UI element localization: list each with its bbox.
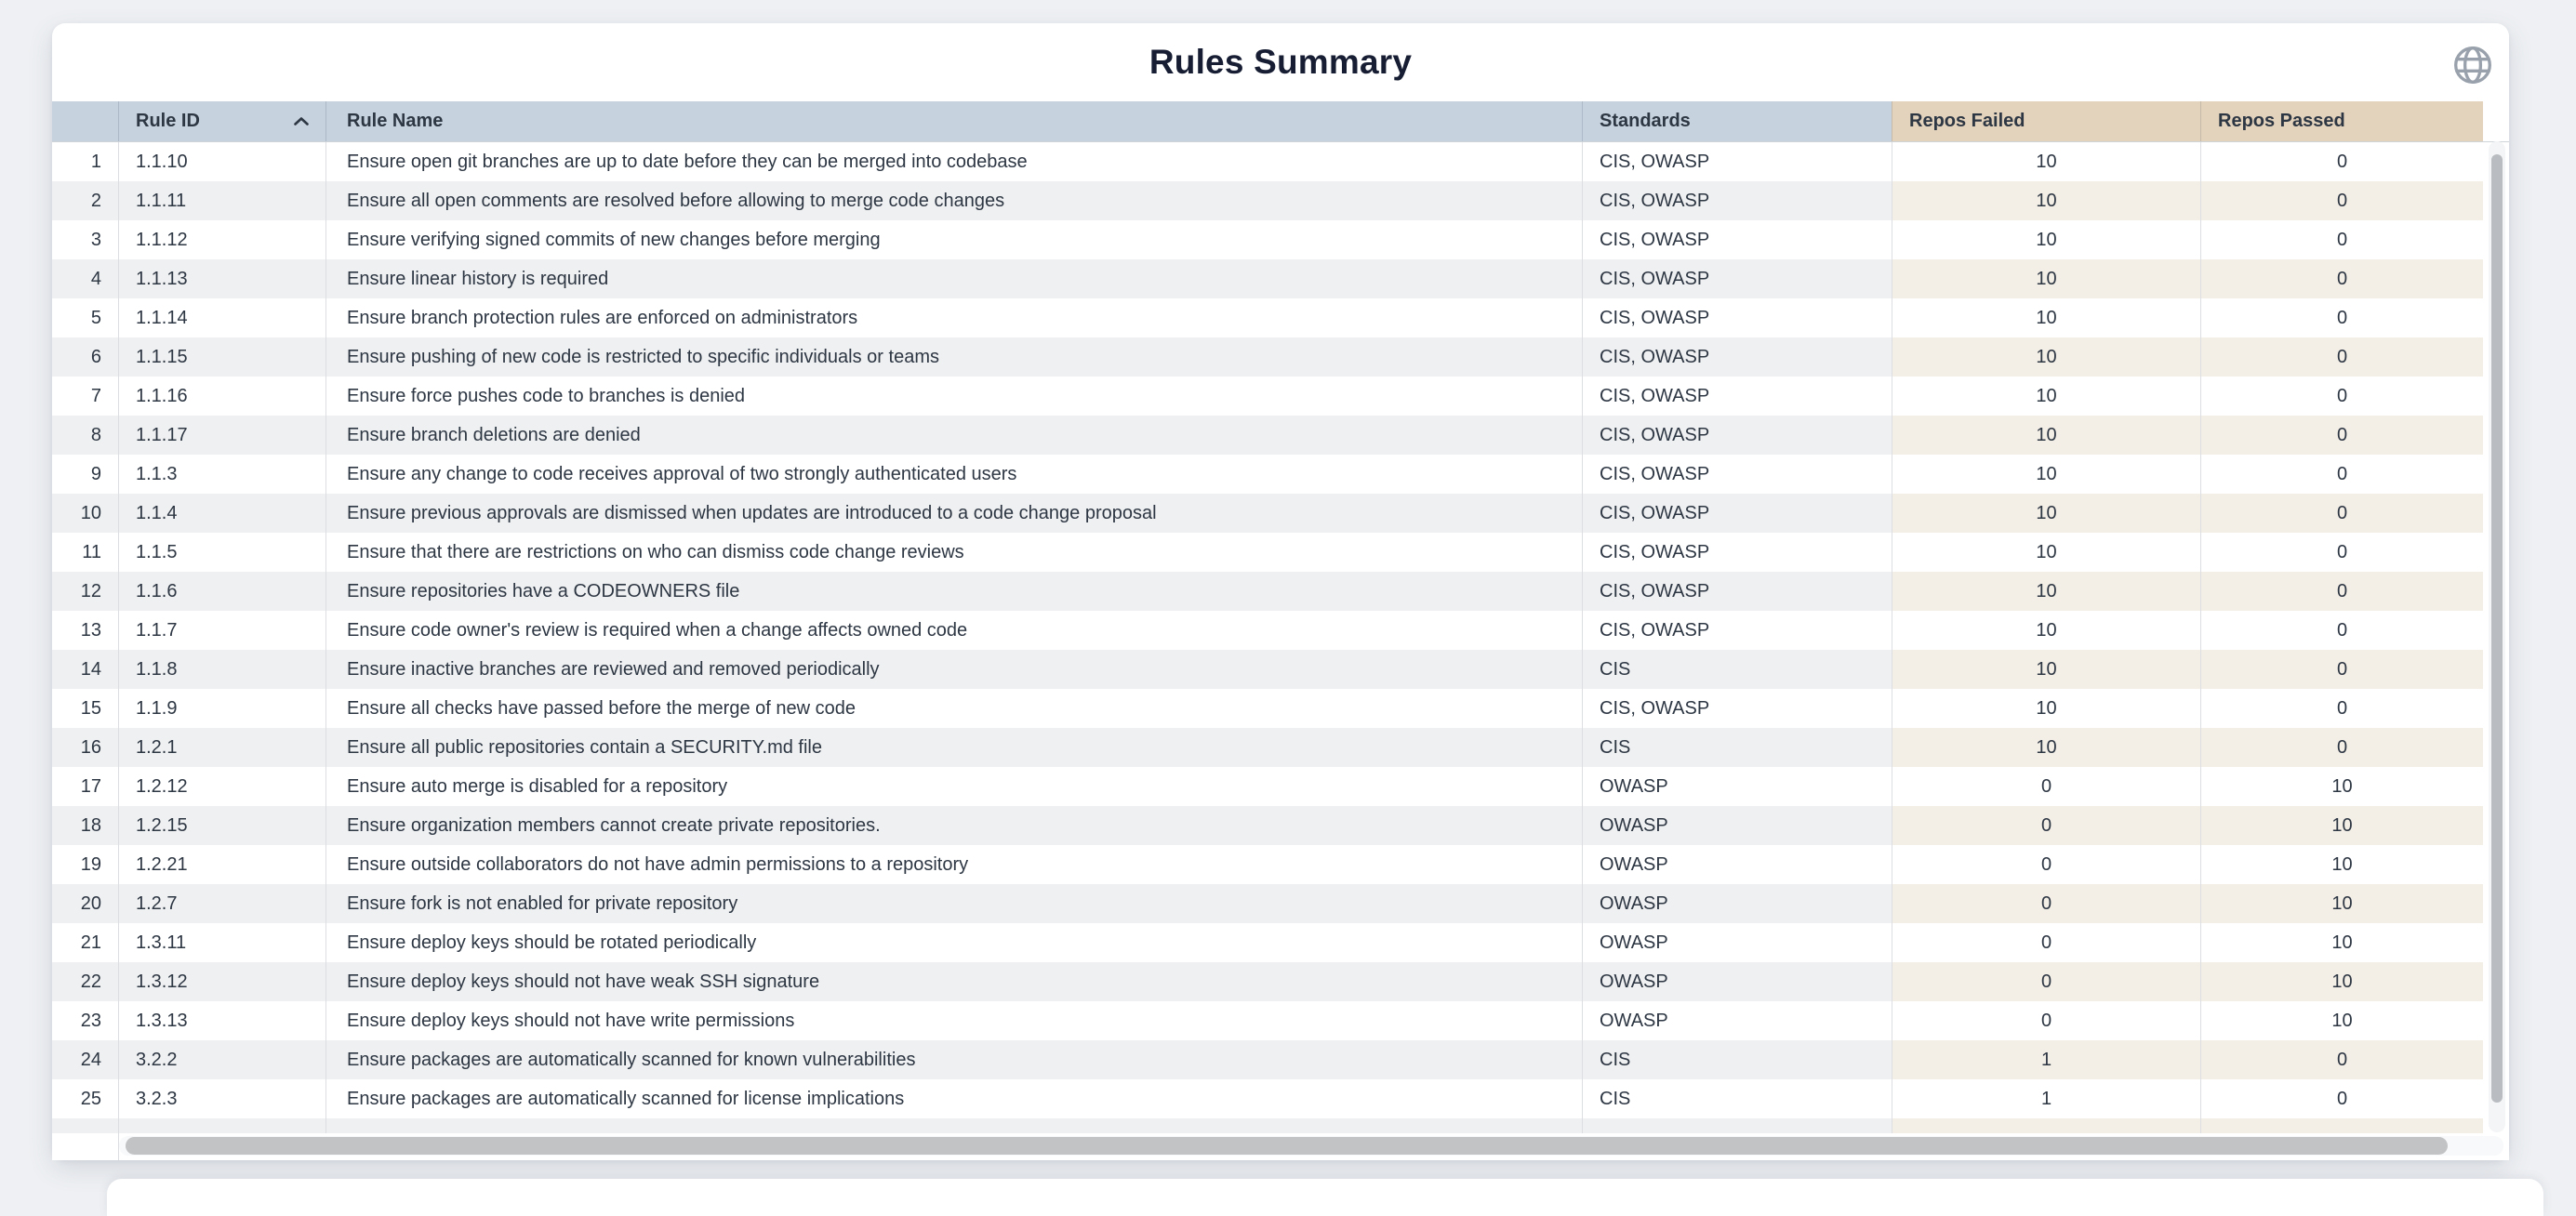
page-title: Rules Summary: [1149, 43, 1413, 81]
cell-rule-id: 1.1.7: [118, 611, 325, 650]
horizontal-scrollbar[interactable]: [119, 1136, 2503, 1156]
table-row: [52, 1040, 2509, 1079]
cell-rule-id: 1.1.14: [118, 298, 325, 337]
cell-repos-failed: 0: [1892, 923, 2200, 962]
table-row: [52, 259, 2509, 298]
cell-repos-failed: 0: [1892, 767, 2200, 806]
cell-repos-passed: 0: [2200, 1040, 2483, 1079]
cell-repos-failed: 0: [1892, 1001, 2200, 1040]
cell-row-number: 15: [52, 689, 118, 728]
cell-rule-name: Ensure organization members cannot create private repositories.: [325, 806, 1582, 845]
table-row: [52, 572, 2509, 611]
cell-standards: CIS, OWASP: [1582, 533, 1892, 572]
cell-repos-passed: 0: [2200, 494, 2483, 533]
cell-repos-passed: 0: [2200, 455, 2483, 494]
cell-row-number: 8: [52, 416, 118, 455]
cell-repos-failed: 10: [1892, 650, 2200, 689]
table-row: [52, 298, 2509, 337]
cell-rule-name: Ensure outside collaborators do not have admin permissions to a repository: [325, 845, 1582, 884]
cell-repos-failed: 10: [1892, 611, 2200, 650]
cell-row-number: 7: [52, 377, 118, 416]
cell-repos-passed: 10: [2200, 1001, 2483, 1040]
cell-rule-id: 3.2.2: [118, 1040, 325, 1079]
cell-rule-name: Ensure all open comments are resolved before allowing to merge code changes: [325, 181, 1582, 220]
cell-rule-name: Ensure packages are automatically scanned for known vulnerabilities: [325, 1040, 1582, 1079]
cell-rule-name: Ensure all public repositories contain a SECURITY.md file: [325, 728, 1582, 767]
cell-repos-passed: 10: [2200, 923, 2483, 962]
table-row: [52, 689, 2509, 728]
globe-icon[interactable]: [2451, 44, 2494, 86]
cell-rule-name: Ensure deploy keys should be rotated periodically: [325, 923, 1582, 962]
cell-rule-name: Ensure previous approvals are dismissed when updates are introduced to a code change proposal: [325, 494, 1582, 533]
cell-rule-name: Ensure force pushes code to branches is denied: [325, 377, 1582, 416]
cell-rule-id: 1.1.4: [118, 494, 325, 533]
cell-repos-failed: 10: [1892, 416, 2200, 455]
horizontal-scrollbar-thumb[interactable]: [126, 1137, 2448, 1155]
cell-row-number: 25: [52, 1079, 118, 1118]
cell-rule-id: 1.1.5: [118, 533, 325, 572]
cell-rule-name: Ensure code owner's review is required when a change affects owned code: [325, 611, 1582, 650]
cell-row-number: 17: [52, 767, 118, 806]
cell-standards: CIS, OWASP: [1582, 142, 1892, 181]
cell-row-number: 20: [52, 884, 118, 923]
vertical-scrollbar-thumb[interactable]: [2491, 154, 2503, 1103]
cell-rule-name: Ensure pushing of new code is restricted to specific individuals or teams: [325, 337, 1582, 377]
cell-rule-name: Ensure repositories have a CODEOWNERS file: [325, 572, 1582, 611]
cell-repos-passed: 0: [2200, 533, 2483, 572]
cell-rule-name: Ensure inactive branches are reviewed and removed periodically: [325, 650, 1582, 689]
column-header-repos-passed[interactable]: Repos Passed: [2200, 101, 2483, 141]
cell-repos-failed: 10: [1892, 728, 2200, 767]
cell-rule-id: 1.2.21: [118, 845, 325, 884]
cell-repos-passed: 10: [2200, 962, 2483, 1001]
cell-repos-passed: 10: [2200, 767, 2483, 806]
cell-repos-passed: 10: [2200, 806, 2483, 845]
cell-repos-failed: 10: [1892, 337, 2200, 377]
cell-repos-passed: 0: [2200, 728, 2483, 767]
cell-repos-failed: 0: [1892, 806, 2200, 845]
table-row: [52, 1079, 2509, 1118]
cell-standards: CIS: [1582, 1079, 1892, 1118]
cell-standards: CIS: [1582, 650, 1892, 689]
cell-standards: CIS, OWASP: [1582, 572, 1892, 611]
cell-repos-passed: 0: [2200, 689, 2483, 728]
cell-repos-passed: 0: [2200, 611, 2483, 650]
cell-row-number: 19: [52, 845, 118, 884]
cell-standards: CIS, OWASP: [1582, 455, 1892, 494]
cell-repos-failed: 10: [1892, 455, 2200, 494]
cell-rule-id: 1.1.11: [118, 181, 325, 220]
cell-repos-passed: 0: [2200, 259, 2483, 298]
cell-standards: CIS, OWASP: [1582, 689, 1892, 728]
rules-table: [52, 101, 2509, 1160]
cell-standards: CIS, OWASP: [1582, 298, 1892, 337]
cell-rule-id: 1.2.1: [118, 728, 325, 767]
cell-row-number: 22: [52, 962, 118, 1001]
cell-standards: CIS, OWASP: [1582, 494, 1892, 533]
cell-repos-passed: 0: [2200, 298, 2483, 337]
cell-rule-id: 1.2.12: [118, 767, 325, 806]
table-row: [52, 845, 2509, 884]
table-body: [52, 142, 2509, 1118]
cell-rule-id: 1.1.15: [118, 337, 325, 377]
cell-repos-failed: 10: [1892, 298, 2200, 337]
cell-rule-id: 1.3.12: [118, 962, 325, 1001]
table-row: [52, 728, 2509, 767]
cell-repos-failed: 1: [1892, 1079, 2200, 1118]
cell-rule-id: 1.1.10: [118, 142, 325, 181]
table-row: [52, 377, 2509, 416]
table-row: [52, 142, 2509, 181]
cell-standards: OWASP: [1582, 1001, 1892, 1040]
cell-row-number: 2: [52, 181, 118, 220]
cell-repos-failed: 0: [1892, 884, 2200, 923]
table-row: [52, 767, 2509, 806]
cell-repos-passed: 0: [2200, 416, 2483, 455]
cell-repos-passed: 0: [2200, 572, 2483, 611]
cell-rule-name: Ensure auto merge is disabled for a repository: [325, 767, 1582, 806]
cell-rule-id: 1.1.3: [118, 455, 325, 494]
cell-repos-failed: 10: [1892, 377, 2200, 416]
table-row: [52, 884, 2509, 923]
cell-repos-failed: 1: [1892, 1040, 2200, 1079]
cell-rule-name: Ensure any change to code receives approval of two strongly authenticated users: [325, 455, 1582, 494]
cell-standards: CIS, OWASP: [1582, 611, 1892, 650]
cell-rule-id: 3.2.3: [118, 1079, 325, 1118]
table-row: [52, 962, 2509, 1001]
table-header-row: [52, 101, 2509, 142]
table-row-clipped: [52, 1118, 2509, 1133]
cell-repos-passed: 0: [2200, 220, 2483, 259]
cell-row-number: 1: [52, 142, 118, 181]
table-row: [52, 1001, 2509, 1040]
column-header-row-number: [52, 101, 118, 141]
table-row: [52, 611, 2509, 650]
cell-standards: OWASP: [1582, 884, 1892, 923]
table-row: [52, 806, 2509, 845]
cell-row-number: 9: [52, 455, 118, 494]
table-row: [52, 416, 2509, 455]
cell-repos-passed: 10: [2200, 845, 2483, 884]
cell-rule-id: 1.1.17: [118, 416, 325, 455]
cell-repos-passed: 0: [2200, 377, 2483, 416]
cell-row-number: 11: [52, 533, 118, 572]
column-header-rule-id-label: Rule ID: [136, 111, 200, 131]
cell-rule-name: Ensure branch protection rules are enforced on administrators: [325, 298, 1582, 337]
cell-row-number: 21: [52, 923, 118, 962]
cell-rule-id: 1.1.16: [118, 377, 325, 416]
cell-standards: CIS, OWASP: [1582, 220, 1892, 259]
cell-rule-name: Ensure that there are restrictions on who can dismiss code change reviews: [325, 533, 1582, 572]
cell-rule-id: 1.1.12: [118, 220, 325, 259]
cell-rule-name: Ensure deploy keys should not have weak SSH signature: [325, 962, 1582, 1001]
cell-row-number: 6: [52, 337, 118, 377]
cell-rule-name: Ensure deploy keys should not have write permissions: [325, 1001, 1582, 1040]
card-title-bar: [52, 23, 2509, 101]
cell-repos-passed: 10: [2200, 884, 2483, 923]
column-header-standards[interactable]: Standards: [1582, 101, 1892, 141]
sort-ascending-icon: [292, 111, 311, 132]
cell-standards: CIS, OWASP: [1582, 181, 1892, 220]
cell-standards: OWASP: [1582, 845, 1892, 884]
cell-standards: OWASP: [1582, 962, 1892, 1001]
cell-repos-failed: 10: [1892, 142, 2200, 181]
cell-repos-failed: 10: [1892, 572, 2200, 611]
cell-repos-failed: 0: [1892, 845, 2200, 884]
cell-rule-id: 1.1.13: [118, 259, 325, 298]
rules-summary-card: [52, 23, 2509, 1159]
cell-rule-name: Ensure linear history is required: [325, 259, 1582, 298]
cell-rule-name: Ensure branch deletions are denied: [325, 416, 1582, 455]
table-row: [52, 455, 2509, 494]
cell-rule-name: Ensure all checks have passed before the merge of new code: [325, 689, 1582, 728]
cell-rule-id: 1.1.8: [118, 650, 325, 689]
cell-row-number: 13: [52, 611, 118, 650]
cell-standards: CIS, OWASP: [1582, 416, 1892, 455]
cell-rule-id: 1.3.11: [118, 923, 325, 962]
cell-standards: OWASP: [1582, 923, 1892, 962]
table-row: [52, 220, 2509, 259]
table-row: [52, 650, 2509, 689]
cell-repos-failed: 10: [1892, 220, 2200, 259]
cell-standards: CIS: [1582, 728, 1892, 767]
cell-repos-failed: 10: [1892, 533, 2200, 572]
table-row: [52, 337, 2509, 377]
cell-standards: CIS, OWASP: [1582, 377, 1892, 416]
cell-repos-passed: 0: [2200, 181, 2483, 220]
vertical-scrollbar[interactable]: [2489, 141, 2505, 1132]
cell-repos-failed: 10: [1892, 689, 2200, 728]
cell-row-number: 23: [52, 1001, 118, 1040]
cell-repos-failed: 10: [1892, 259, 2200, 298]
cell-row-number: 14: [52, 650, 118, 689]
cell-rule-name: Ensure open git branches are up to date before they can be merged into codebase: [325, 142, 1582, 181]
cell-rule-id: 1.2.15: [118, 806, 325, 845]
cell-row-number: 3: [52, 220, 118, 259]
cell-standards: CIS, OWASP: [1582, 337, 1892, 377]
cell-repos-passed: 0: [2200, 650, 2483, 689]
cell-row-number: 16: [52, 728, 118, 767]
cell-rule-id: 1.2.7: [118, 884, 325, 923]
cell-row-number: 4: [52, 259, 118, 298]
cell-standards: OWASP: [1582, 767, 1892, 806]
cell-rule-name: Ensure verifying signed commits of new changes before merging: [325, 220, 1582, 259]
cell-row-number: 18: [52, 806, 118, 845]
column-header-rule-id[interactable]: [118, 101, 325, 141]
cell-row-number: 12: [52, 572, 118, 611]
cell-rule-id: 1.3.13: [118, 1001, 325, 1040]
cell-row-number: 24: [52, 1040, 118, 1079]
cell-repos-failed: 10: [1892, 494, 2200, 533]
cell-standards: CIS, OWASP: [1582, 259, 1892, 298]
cell-row-number: 10: [52, 494, 118, 533]
table-row: [52, 181, 2509, 220]
cell-repos-passed: 0: [2200, 337, 2483, 377]
cell-rule-name: Ensure fork is not enabled for private repository: [325, 884, 1582, 923]
table-row: [52, 923, 2509, 962]
next-card-peek: [107, 1179, 2543, 1216]
cell-standards: CIS: [1582, 1040, 1892, 1079]
table-row: [52, 494, 2509, 533]
column-header-repos-failed[interactable]: Repos Failed: [1892, 101, 2200, 141]
cell-rule-name: Ensure packages are automatically scanned for license implications: [325, 1079, 1582, 1118]
cell-rule-id: 1.1.9: [118, 689, 325, 728]
table-row: [52, 533, 2509, 572]
cell-row-number: 5: [52, 298, 118, 337]
column-header-rule-name[interactable]: Rule Name: [325, 101, 1582, 141]
cell-repos-failed: 0: [1892, 962, 2200, 1001]
cell-rule-id: 1.1.6: [118, 572, 325, 611]
cell-standards: OWASP: [1582, 806, 1892, 845]
cell-repos-passed: 0: [2200, 1079, 2483, 1118]
cell-repos-failed: 10: [1892, 181, 2200, 220]
cell-repos-passed: 0: [2200, 142, 2483, 181]
